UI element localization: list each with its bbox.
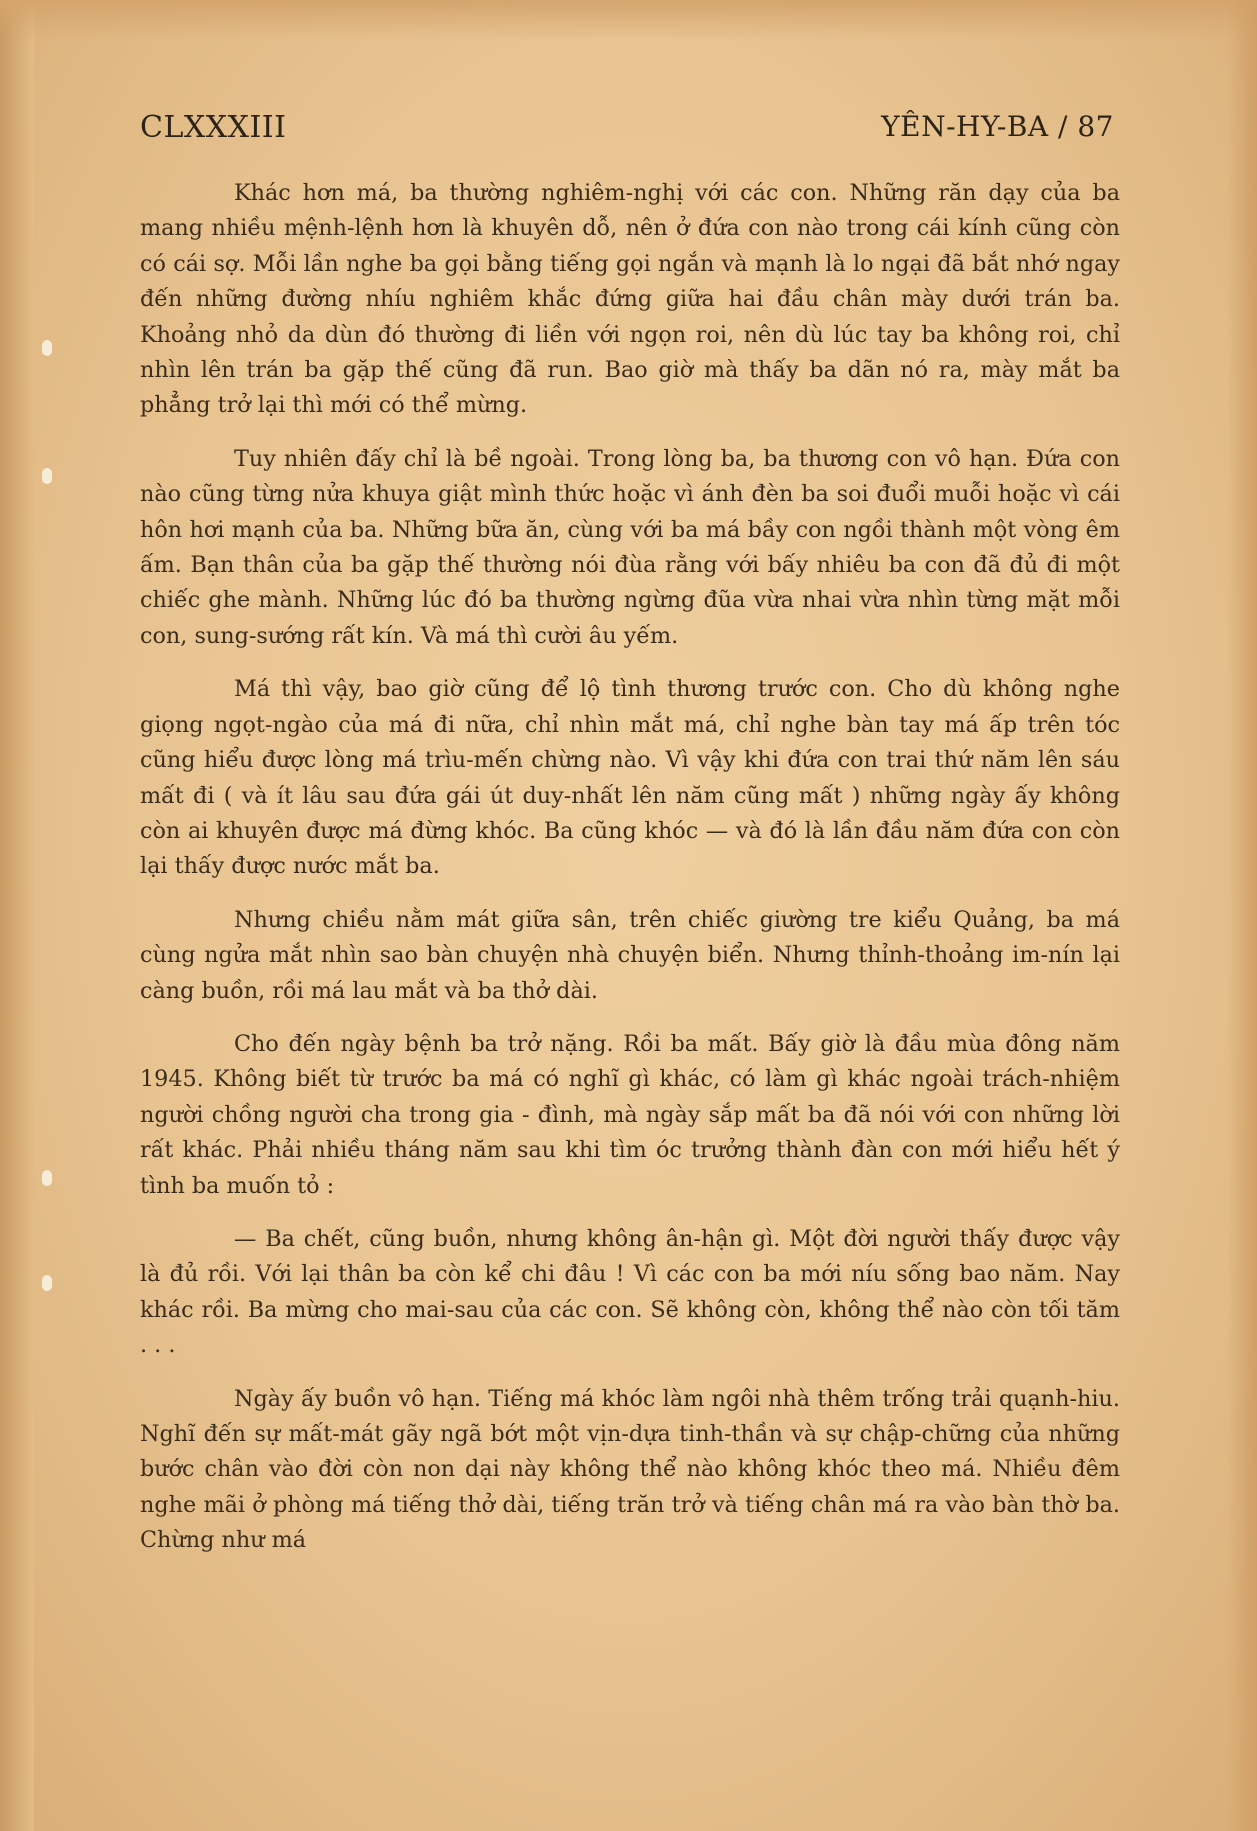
page-top-edge bbox=[0, 0, 1257, 40]
chapter-number: CLXXXIII bbox=[140, 110, 287, 145]
paragraph-4: Nhưng chiều nằm mát giữa sân, trên chiếc giường tre kiểu Quảng, ba má cùng ngửa mắt nhìn sao bàn chuyện nhà chuyện biển. Nhưng thỉnh-thoảng im-nín lại càng buồn, rồi má lau mắt và ba thở dài. bbox=[140, 906, 1120, 1004]
binding-hole bbox=[42, 340, 52, 356]
title-and-page-number: YÊN-HY-BA / 87 bbox=[881, 110, 1114, 143]
paragraph-6: — Ba chết, cũng buồn, nhưng không ân-hận gì. Một đời người thấy được vậy là đủ rồi. Với lại thân ba còn kể chi đâu ! Vì các con ba mới níu sống bao năm. Nay khác rồi. Ba mừng cho mai-sau của các con. Sẽ không còn, không thể nào còn tối tăm . . . bbox=[140, 1225, 1120, 1359]
page-right-edge bbox=[1227, 0, 1257, 1831]
paragraph-1: Khác hơn má, ba thường nghiêm-nghị với các con. Những răn dạy của ba mang nhiều mệnh-lệnh hơn là khuyên dỗ, nên ở đứa con nào trong cái kính cũng còn có cái sợ. Mỗi lần nghe ba gọi bằng tiếng gọi ngắn và mạnh là lo ngại đã bắt nhớ ngay đến những đường nhíu nghiêm khắc đứng giữa hai đầu chân mày dưới trán ba. Khoảng nhỏ da dùn đó thường đi liền với ngọn roi, nên dù lúc tay ba không roi, chỉ nhìn lên trán ba gặp thế cũng đã run. Bao giờ mà thấy ba dãn nó ra, mày mắt ba phẳng trở lại thì mới có thể mừng. bbox=[140, 180, 1120, 419]
running-header bbox=[140, 110, 1114, 154]
binding-hole bbox=[42, 1275, 52, 1291]
binding-hole bbox=[42, 468, 52, 484]
paragraph-7: Ngày ấy buồn vô hạn. Tiếng má khóc làm ngôi nhà thêm trống trải quạnh-hiu. Nghĩ đến sự mất-mát gãy ngã bớt một vịn-dựa tinh-thần và sự chập-chững của những bước chân vào đời còn non dại này không thể nào không khóc theo má. Nhiều đêm nghe mãi ở phòng má tiếng thở dài, tiếng trăn trở và tiếng chân má ra vào bàn thờ ba. Chừng như má bbox=[140, 1385, 1120, 1554]
paragraph-5: Cho đến ngày bệnh ba trở nặng. Rồi ba mất. Bấy giờ là đầu mùa đông năm 1945. Không biết từ trước ba má có nghĩ gì khác, có làm gì khác ngoài trách-nhiệm người chồng người cha trong gia - đình, mà ngày sắp mất ba đã nói với con những lời rất khác. Phải nhiều tháng năm sau khi tìm óc trưởng thành đàn con mới hiểu hết ý tình ba muốn tỏ : bbox=[140, 1030, 1120, 1199]
paragraph-3: Má thì vậy, bao giờ cũng để lộ tình thương trước con. Cho dù không nghe giọng ngọt-ngào của má đi nữa, chỉ nhìn mắt má, chỉ nghe bàn tay má ấp trên tóc cũng hiểu được lòng má trìu-mến chừng nào. Vì vậy khi đứa con trai thứ năm lên sáu mất đi ( và ít lâu sau đứa gái út duy-nhất lên năm cũng mất ) những ngày ấy không còn ai khuyên được má đừng khóc. Ba cũng khóc — và đó là lần đầu năm đứa con còn lại thấy được nước mắt ba. bbox=[140, 676, 1120, 880]
binding-hole bbox=[42, 1170, 52, 1186]
body-text bbox=[140, 176, 1120, 1577]
paragraph-2: Tuy nhiên đấy chỉ là bề ngoài. Trong lòng ba, ba thương con vô hạn. Đứa con nào cũng từng nửa khuya giật mình thức hoặc vì ánh đèn ba soi đuổi muỗi hoặc vì cái hôn hơi mạnh của ba. Những bữa ăn, cùng với ba má bầy con ngồi thành một vòng êm ấm. Bạn thân của ba gặp thế thường nói đùa rằng với bấy nhiêu ba con đã đủ đi một chiếc ghe mành. Những lúc đó ba thường ngừng đũa vừa nhai vừa nhìn từng mặt mỗi con, sung-sướng rất kín. Và má thì cười âu yếm. bbox=[140, 445, 1120, 649]
page-left-edge bbox=[0, 0, 34, 1831]
